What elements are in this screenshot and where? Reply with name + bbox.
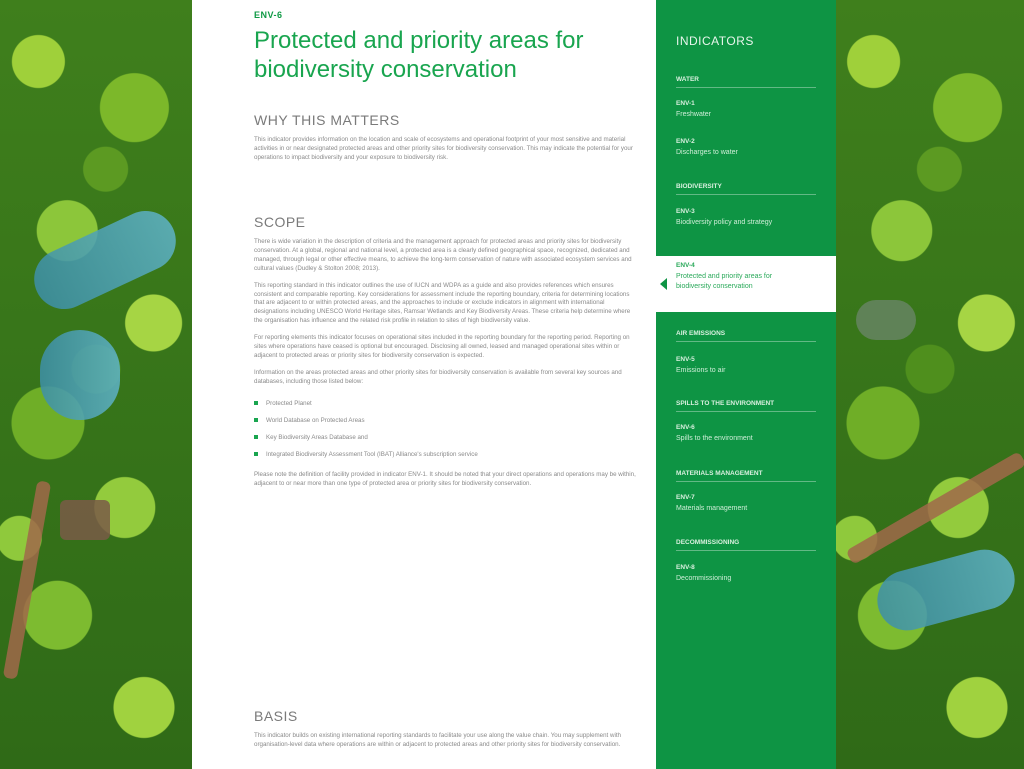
indicator-env-1[interactable] (676, 100, 806, 120)
indicator-name: Decommissioning (676, 575, 732, 582)
indicator-code: ENV-3 (676, 208, 695, 215)
category-water: WATER (676, 76, 816, 88)
indicator-code: ENV-5 (676, 356, 695, 363)
indicator-code: ENV-6 (676, 424, 695, 431)
indicator-code: ENV-2 (676, 138, 695, 145)
indicator-env-5[interactable] (676, 356, 806, 376)
indicator-name: Biodiversity policy and strategy (676, 219, 773, 226)
paragraph: This indicator provides information on the location and scale of ecosystems and operational footprint of your most sensitive and material activities in or near designated protected areas and other priority sites for biodiversity conservation. This may indicate the potential for your operations to impact biodiversity and your exposure to biodiversity risk. (254, 136, 633, 161)
indicator-code: ENV-8 (676, 564, 695, 571)
indicator-env-3[interactable] (676, 208, 806, 228)
panel-title: INDICATORS (676, 34, 754, 48)
forest-image-right (836, 0, 1024, 769)
paragraph: This reporting standard in this indicator outlines the use of IUCN and WDPA as a guide and also provides references which ensures consistent and comparable reporting. Key considerations for assessment include the reporting boundary, criteria for determining locations that are adjacent to or within protected areas, and the approaches to include or exclude indicators in alignment with international designations including UNESCO World Heritage sites, Ramsar Wetlands and Key Biodiversity Areas. These criteria help determine where the organisation has influence and the related risk profile in relation to sites of high biodiversity value. (254, 281, 631, 325)
paragraph: There is wide variation in the description of criteria and the management approach for protected areas and priority sites for biodiversity conservation. At a global, regional and national level, a protected area is a clearly defined geographical space, recognized, dedicated and managed, through legal or other effective means, to achieve the long-term conservation of nature with associated ecosystem services and cultural values (Dudley & Stolton 2008; 2013). (254, 238, 632, 272)
document-page (192, 0, 656, 769)
indicator-env-8[interactable] (676, 564, 806, 584)
active-marker-icon (660, 278, 667, 290)
paragraph: Information on the areas protected areas and other priority sites for biodiversity conservation is available from several key sources and databases, including those listed below: (254, 368, 622, 385)
section-heading: SCOPE (254, 214, 306, 230)
indicator-name: Emissions to air (676, 367, 726, 374)
category-materials-management: MATERIALS MANAGEMENT (676, 470, 816, 482)
indicator-name: Discharges to water (676, 149, 738, 156)
indicator-name: Materials management (676, 505, 748, 512)
section-why-this-matters (254, 112, 638, 171)
river-left (24, 201, 185, 319)
indicators-panel (656, 0, 836, 769)
category-air-emissions: AIR EMISSIONS (676, 330, 816, 342)
paragraph: This indicator builds on existing international reporting standards to facilitate your use along the value chain. You may supplement with organisation-level data where operations are within or adjacent to protected areas and other priority sites for biodiversity conservation. (254, 732, 621, 748)
walkway-hut (60, 500, 110, 540)
list-item: Protected Planet (254, 395, 638, 412)
section-heading: WHY THIS MATTERS (254, 112, 400, 128)
paragraph: Please note the definition of facility provided in indicator ENV-1. It should be noted that your direct operations and operations may be within, adjacent to or near more than one type of protected area or priority sites for biodiversity conservation. (254, 470, 636, 487)
indicator-code: ENV-7 (676, 494, 695, 501)
indicator-name: Freshwater (676, 111, 712, 118)
page-title: Protected and priority areas for biodiversity conservation (254, 27, 584, 83)
section-basis (254, 708, 638, 758)
section-scope (254, 214, 638, 497)
list-item: World Database on Protected Areas (254, 412, 638, 429)
indicator-name: Spills to the environment (676, 435, 753, 442)
indicator-name: Protected and priority areas for biodiversity conservation (676, 273, 773, 290)
paragraph: For reporting elements this indicator focuses on operational sites included in the reporting boundary for the reporting period. Reporting on sites where operations have ceased is optional but encouraged. Disclosing all owned, leased and managed operational sites within or adjacent to protected areas or priority sites for biodiversity conservation is expected. (254, 334, 630, 359)
indicator-env-6[interactable] (676, 424, 806, 444)
list-item: Key Biodiversity Areas Database and (254, 429, 638, 446)
forest-image-left (0, 0, 192, 769)
river-right (871, 543, 1022, 637)
indicator-env-4[interactable] (676, 262, 806, 292)
active-indicator-band (656, 256, 836, 312)
source-list (254, 395, 638, 463)
indicator-code: ENV-1 (676, 100, 695, 107)
category-biodiversity: BIODIVERSITY (676, 183, 816, 195)
category-decommissioning: DECOMMISSIONING (676, 539, 816, 551)
river-right-2 (856, 300, 916, 340)
category-spills: SPILLS TO THE ENVIRONMENT (676, 400, 816, 412)
indicator-env-2[interactable] (676, 138, 806, 158)
indicator-code: ENV-6 (254, 10, 283, 20)
walkway-left (3, 480, 52, 679)
list-item: Integrated Biodiversity Assessment Tool (IBAT) Alliance's subscription service (254, 446, 638, 463)
walkway-right (845, 451, 1024, 565)
indicator-code: ENV-4 (676, 262, 695, 269)
river-left-2 (40, 330, 120, 420)
section-heading: BASIS (254, 708, 298, 724)
indicator-env-7[interactable] (676, 494, 806, 514)
